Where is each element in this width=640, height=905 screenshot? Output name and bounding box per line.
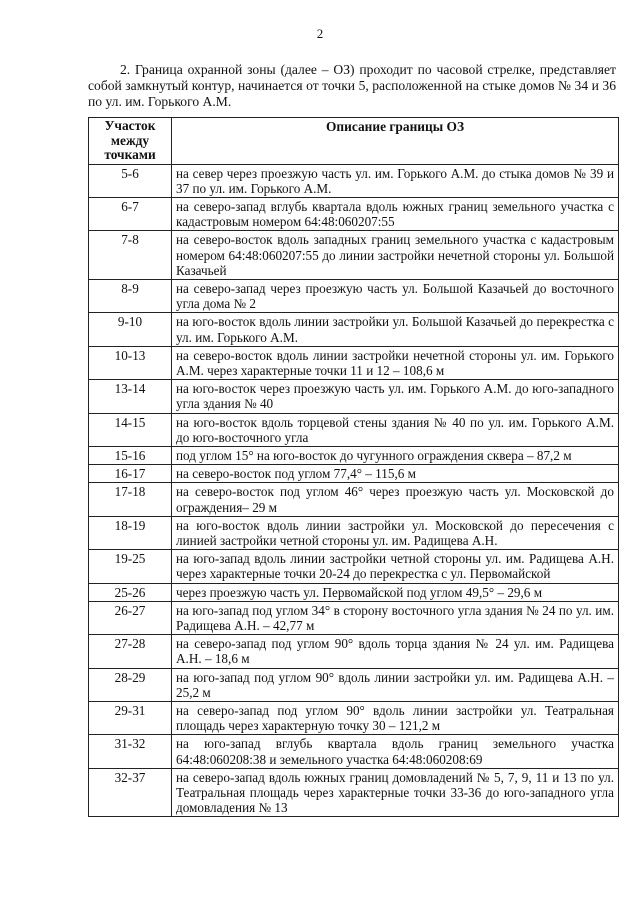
segment-cell: 5-6 [89,164,172,197]
segment-cell: 14-15 [89,413,172,446]
table-row [89,465,619,483]
description-cell: на северо-восток вдоль линии застройки нечетной стороны ул. им. Горького А.М. через характерные точки 11 и 12 – 108,6 м [172,346,619,379]
description-cell: на север через проезжую часть ул. им. Горького А.М. до стыка домов № 39 и 37 по ул. им. Горького А.М. [172,164,619,197]
description-cell: на северо-запад вглубь квартала вдоль южных границ земельного участка с кадастровым номером 64:48:060207:55 [172,197,619,230]
segment-cell: 26-27 [89,601,172,634]
segment-cell: 18-19 [89,516,172,549]
page-number: 2 [316,26,324,41]
table-row [89,635,619,668]
description-cell: на северо-запад под углом 90° вдоль линии застройки ул. Театральная площадь через характерную точку 30 – 121,2 м [172,702,619,735]
segment-cell: 31-32 [89,735,172,768]
description-cell: на юго-запад вдоль линии застройки четной стороны ул. им. Радищева А.Н. через характерные точки 20-24 до перекрестка с ул. Первомайской [172,550,619,583]
table-row [89,516,619,549]
description-cell: через проезжую часть ул. Первомайской под углом 49,5° – 29,6 м [172,583,619,601]
table-row [89,668,619,701]
description-cell: на северо-запад вдоль южных границ домовладений № 5, 7, 9, 11 и 13 по ул. Театральная площадь через характерные точки 33-36 до юго-западного угла домовладения № 13 [172,768,619,817]
table-body [89,164,619,817]
table-row [89,601,619,634]
header-segment: Участок между точками [89,118,172,165]
header-description: Описание границы ОЗ [172,118,619,165]
description-cell: на северо-восток вдоль западных границ земельного участка с кадастровым номером 64:48:060207:55 до линии застройки нечетной стороны ул. Большой Казачьей [172,231,619,280]
table-row [89,768,619,817]
table-row [89,346,619,379]
table-row [89,164,619,197]
table-row [89,735,619,768]
table-row [89,197,619,230]
description-cell: на юго-запад под углом 34° в сторону восточного угла здания № 24 по ул. им. Радищева А.Н. – 42,77 м [172,601,619,634]
table-row [89,446,619,464]
table-row [89,413,619,446]
table-row [89,231,619,280]
description-cell: на северо-восток под углом 77,4° – 115,6 м [172,465,619,483]
segment-cell: 27-28 [89,635,172,668]
segment-cell: 15-16 [89,446,172,464]
description-cell: на юго-восток вдоль линии застройки ул. Большой Казачьей до перекрестка с ул. им. Горького А.М. [172,313,619,346]
table-row [89,583,619,601]
table-row [89,702,619,735]
boundary-table [88,117,619,817]
segment-cell: 8-9 [89,279,172,312]
segment-cell: 25-26 [89,583,172,601]
intro-paragraph: 2. Граница охранной зоны (далее – ОЗ) проходит по часовой стрелке, представляет собой замкнутый контур, начинается от точки 5, расположенной на стыке домов № 34 и 36 по ул. им. Горького А.М. [88,62,616,109]
table-row [89,279,619,312]
segment-cell: 7-8 [89,231,172,280]
description-cell: под углом 15° на юго-восток до чугунного ограждения сквера – 87,2 м [172,446,619,464]
description-cell: на юго-восток вдоль торцевой стены здания № 40 по ул. им. Горького А.М. до юго-восточного угла [172,413,619,446]
segment-cell: 32-37 [89,768,172,817]
segment-cell: 6-7 [89,197,172,230]
segment-cell: 13-14 [89,380,172,413]
segment-cell: 9-10 [89,313,172,346]
segment-cell: 19-25 [89,550,172,583]
description-cell: на юго-запад вглубь квартала вдоль границ земельного участка 64:48:060208:38 и земельного участка 64:48:060208:69 [172,735,619,768]
segment-cell: 17-18 [89,483,172,516]
table-row [89,483,619,516]
description-cell: на юго-запад под углом 90° вдоль линии застройки ул. им. Радищева А.Н. – 25,2 м [172,668,619,701]
table-row [89,313,619,346]
table-row [89,380,619,413]
description-cell: на северо-восток под углом 46° через проезжую часть ул. Московской до ограждения– 29 м [172,483,619,516]
description-cell: на юго-восток вдоль линии застройки ул. Московской до пересечения с линией застройки четной стороны ул. им. Радищева А.Н. [172,516,619,549]
segment-cell: 29-31 [89,702,172,735]
segment-cell: 10-13 [89,346,172,379]
table-header-row [89,118,619,165]
segment-cell: 28-29 [89,668,172,701]
description-cell: на северо-запад под углом 90° вдоль торца здания № 24 ул. им. Радищева А.Н. – 18,6 м [172,635,619,668]
description-cell: на северо-запад через проезжую часть ул. Большой Казачьей до восточного угла дома № 2 [172,279,619,312]
description-cell: на юго-восток через проезжую часть ул. им. Горького А.М. до юго-западного угла здания № 40 [172,380,619,413]
segment-cell: 16-17 [89,465,172,483]
table-row [89,550,619,583]
